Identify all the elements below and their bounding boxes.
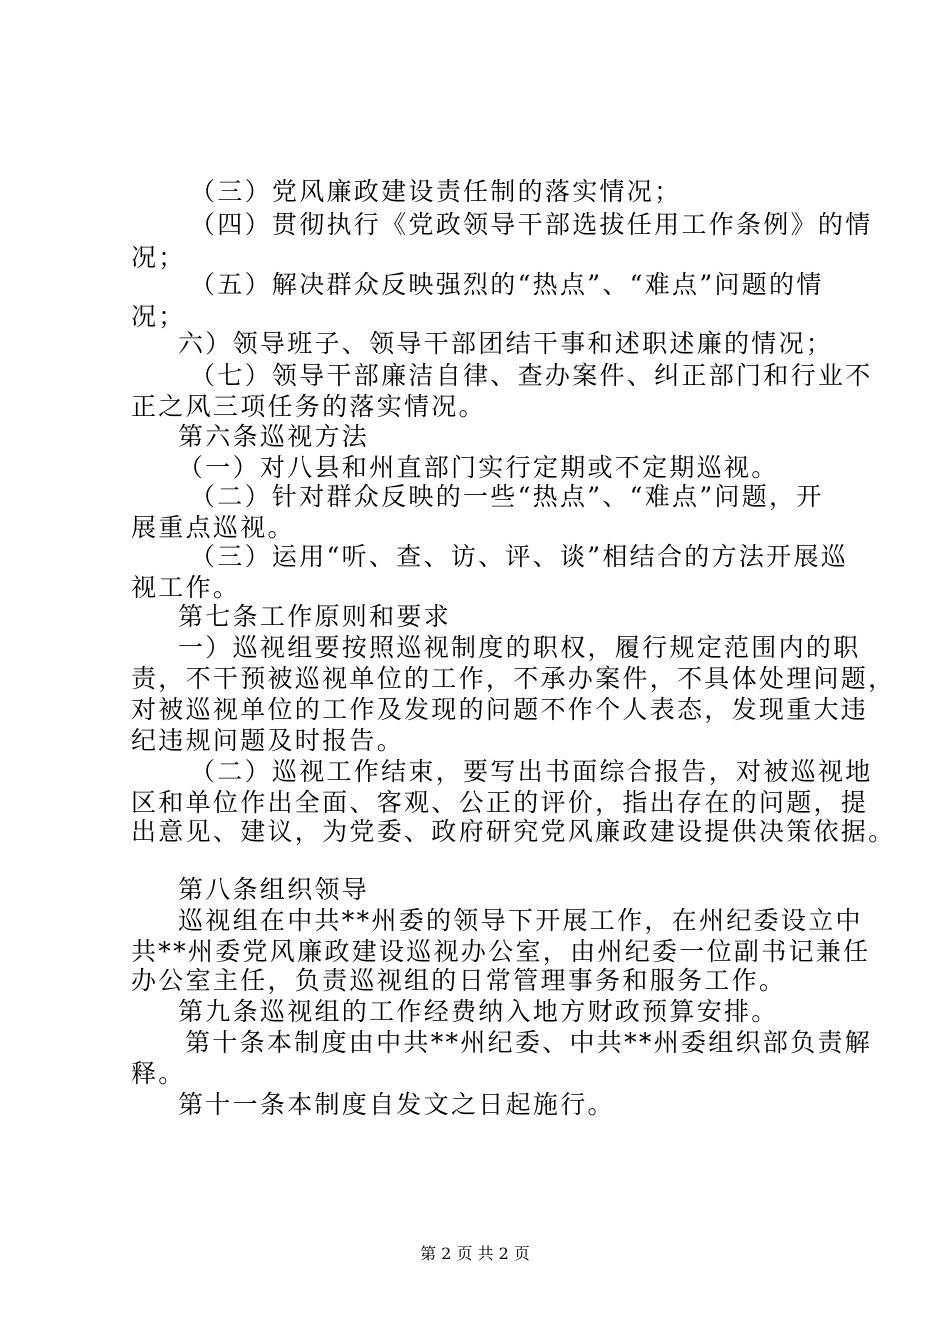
text-line: 区和单位作出全面、客观、公正的评价，指出存在的问题，提 bbox=[131, 788, 869, 817]
text-line: 巡视组在中共**州委的领导下开展工作，在州纪委设立中 bbox=[178, 906, 863, 935]
text-line: 六）领导班子、领导干部团结干事和述职述廉的情况； bbox=[178, 329, 834, 358]
text-line: （三）运用“听、查、访、评、谈”相结合的方法开展巡 bbox=[190, 542, 849, 571]
text-line: 对被巡视单位的工作及发现的问题不作个人表态，发现重大违 bbox=[131, 695, 869, 724]
text-line: 释。 bbox=[131, 1059, 186, 1088]
section-heading: 第八条组织领导 bbox=[178, 875, 370, 904]
text-line: 纪违规问题及时报告。 bbox=[131, 726, 405, 755]
text-line: 况； bbox=[131, 243, 186, 272]
page-number-footer: 第 2 页 共 2 页 bbox=[420, 1244, 530, 1263]
text-line: （七）领导干部廉洁自律、查办案件、纠正部门和行业不 bbox=[190, 361, 873, 390]
text-line: 第九条巡视组的工作经费纳入地方财政预算安排。 bbox=[178, 997, 779, 1026]
text-line: （四）贯彻执行《党政领导干部选拔任用工作条例》的情 bbox=[190, 210, 873, 239]
text-line: 一）巡视组要按照巡视制度的职权，履行规定范围内的职 bbox=[178, 633, 861, 662]
text-line: 办公室主任，负责巡视组的日常管理事务和服务工作。 bbox=[131, 966, 787, 995]
text-line: 责，不干预被巡视单位的工作，不承办案件，不具体处理问题， bbox=[131, 664, 896, 693]
text-line: （五）解决群众反映强烈的“热点”、“难点”问题的情 bbox=[190, 270, 824, 299]
text-line: 视工作。 bbox=[131, 573, 241, 602]
text-line: 况； bbox=[131, 302, 186, 331]
text-line: 展重点巡视。 bbox=[131, 513, 295, 542]
text-line: 第十条本制度由中共**州纪委、中共**州委组织部负责解 bbox=[185, 1028, 873, 1057]
text-line: 出意见、建议，为党委、政府研究党风廉政建设提供决策依据。 bbox=[131, 817, 896, 846]
text-line: （二）巡视工作结束，要写出书面综合报告，对被巡视地 bbox=[190, 757, 873, 786]
text-line: （三）党风廉政建设责任制的落实情况； bbox=[190, 177, 682, 206]
section-heading: 第六条巡视方法 bbox=[178, 422, 370, 451]
text-line: 正之风三项任务的落实情况。 bbox=[131, 392, 486, 421]
section-heading: 第七条工作原则和要求 bbox=[178, 602, 452, 631]
text-line: （二）针对群众反映的一些“热点”、“难点”问题，开 bbox=[190, 482, 824, 511]
text-line: 共**州委党风廉政建设巡视办公室，由州纪委一位副书记兼任 bbox=[131, 937, 871, 966]
text-line: 第十一条本制度自发文之日起施行。 bbox=[178, 1090, 615, 1119]
text-line: （一）对八县和州直部门实行定期或不定期巡视。 bbox=[178, 453, 779, 482]
